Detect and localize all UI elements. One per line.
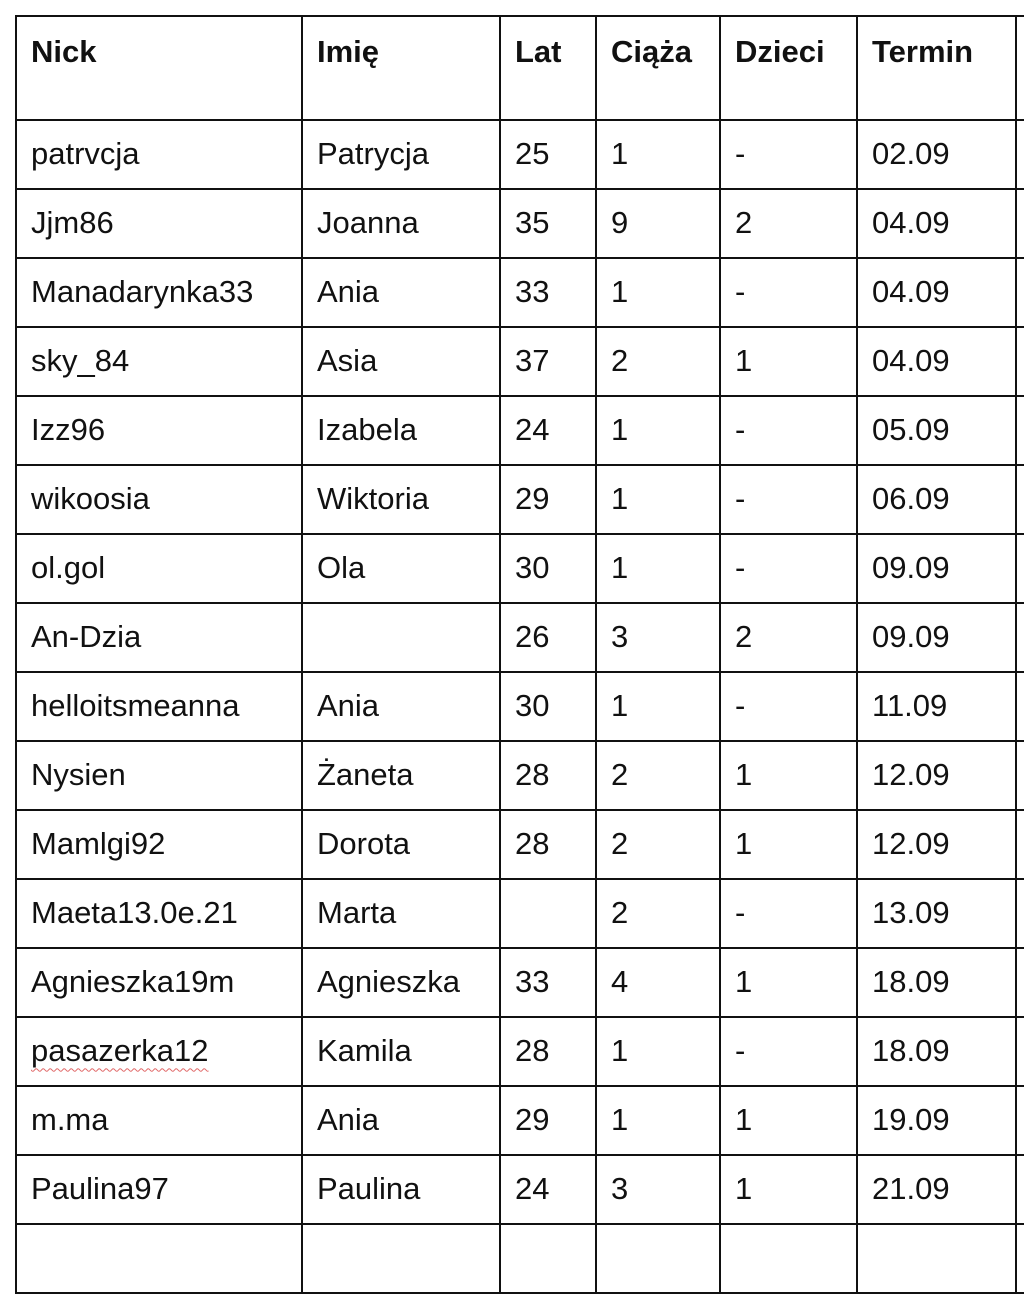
cell-termin[interactable]: 06.09 bbox=[857, 465, 1016, 534]
cell-imie[interactable]: Ola bbox=[302, 534, 500, 603]
cell-extra[interactable] bbox=[1016, 534, 1024, 603]
cell-extra[interactable] bbox=[1016, 1224, 1024, 1293]
cell-nick[interactable]: Jjm86 bbox=[16, 189, 302, 258]
cell-termin[interactable]: 05.09 bbox=[857, 396, 1016, 465]
cell-lat[interactable]: 35 bbox=[500, 189, 596, 258]
cell-nick[interactable]: Izz96 bbox=[16, 396, 302, 465]
header-lat[interactable]: Lat bbox=[500, 16, 596, 120]
cell-ciaza[interactable]: 2 bbox=[596, 741, 720, 810]
header-termin[interactable]: Termin bbox=[857, 16, 1016, 120]
cell-dzieci[interactable]: - bbox=[720, 465, 857, 534]
header-dzieci[interactable]: Dzieci bbox=[720, 16, 857, 120]
cell-dzieci[interactable]: - bbox=[720, 534, 857, 603]
table-row bbox=[16, 396, 1024, 465]
cell-termin[interactable]: 18.09 bbox=[857, 1017, 1016, 1086]
cell-ciaza[interactable]: 1 bbox=[596, 672, 720, 741]
cell-imie[interactable] bbox=[302, 1224, 500, 1293]
cell-dzieci[interactable]: - bbox=[720, 672, 857, 741]
table-row bbox=[16, 327, 1024, 396]
cell-nick[interactable]: Nysien bbox=[16, 741, 302, 810]
cell-ciaza[interactable]: 1 bbox=[596, 120, 720, 189]
cell-dzieci[interactable]: - bbox=[720, 1017, 857, 1086]
cell-extra[interactable] bbox=[1016, 465, 1024, 534]
cell-nick[interactable]: sky_84 bbox=[16, 327, 302, 396]
cell-extra[interactable] bbox=[1016, 879, 1024, 948]
cell-dzieci[interactable]: 1 bbox=[720, 1155, 857, 1224]
cell-extra[interactable] bbox=[1016, 603, 1024, 672]
cell-imie[interactable]: Izabela bbox=[302, 396, 500, 465]
table-row bbox=[16, 120, 1024, 189]
cell-imie[interactable]: Asia bbox=[302, 327, 500, 396]
cell-lat[interactable]: 24 bbox=[500, 1155, 596, 1224]
table-row bbox=[16, 534, 1024, 603]
cell-nick[interactable]: patrvcja bbox=[16, 120, 302, 189]
cell-ciaza[interactable]: 1 bbox=[596, 258, 720, 327]
cell-nick-text: pasazerka12 bbox=[31, 1033, 209, 1069]
cell-ciaza[interactable]: 9 bbox=[596, 189, 720, 258]
cell-lat[interactable]: 30 bbox=[500, 534, 596, 603]
cell-lat[interactable]: 33 bbox=[500, 258, 596, 327]
cell-termin[interactable]: 04.09 bbox=[857, 189, 1016, 258]
cell-imie[interactable]: Dorota bbox=[302, 810, 500, 879]
cell-imie[interactable]: Ania bbox=[302, 672, 500, 741]
cell-extra[interactable] bbox=[1016, 120, 1024, 189]
cell-lat[interactable]: 37 bbox=[500, 327, 596, 396]
cell-termin[interactable]: 09.09 bbox=[857, 534, 1016, 603]
cell-lat[interactable]: 29 bbox=[500, 1086, 596, 1155]
cell-imie[interactable] bbox=[302, 603, 500, 672]
table-row bbox=[16, 1224, 1024, 1293]
cell-extra[interactable] bbox=[1016, 1086, 1024, 1155]
cell-imie[interactable]: Patrycja bbox=[302, 120, 500, 189]
table-row bbox=[16, 189, 1024, 258]
cell-lat[interactable] bbox=[500, 879, 596, 948]
cell-imie[interactable]: Marta bbox=[302, 879, 500, 948]
table-row bbox=[16, 1155, 1024, 1224]
cell-extra[interactable] bbox=[1016, 948, 1024, 1017]
cell-nick[interactable]: Mamlgi92 bbox=[16, 810, 302, 879]
table-row bbox=[16, 672, 1024, 741]
cell-nick[interactable]: Paulina97 bbox=[16, 1155, 302, 1224]
cell-nick[interactable]: Agnieszka19m bbox=[16, 948, 302, 1017]
header-imie[interactable]: Imię bbox=[302, 16, 500, 120]
cell-dzieci[interactable]: 1 bbox=[720, 1086, 857, 1155]
cell-termin[interactable]: 12.09 bbox=[857, 810, 1016, 879]
cell-lat[interactable]: 28 bbox=[500, 1017, 596, 1086]
cell-dzieci[interactable]: 1 bbox=[720, 741, 857, 810]
cell-extra[interactable] bbox=[1016, 327, 1024, 396]
cell-imie[interactable]: Joanna bbox=[302, 189, 500, 258]
cell-dzieci[interactable]: - bbox=[720, 120, 857, 189]
cell-extra[interactable] bbox=[1016, 1155, 1024, 1224]
cell-imie[interactable]: Żaneta bbox=[302, 741, 500, 810]
cell-nick[interactable]: wikoosia bbox=[16, 465, 302, 534]
table-row bbox=[16, 603, 1024, 672]
cell-ciaza[interactable]: 2 bbox=[596, 327, 720, 396]
cell-lat[interactable]: 25 bbox=[500, 120, 596, 189]
cell-nick[interactable] bbox=[16, 1224, 302, 1293]
cell-termin[interactable]: 13.09 bbox=[857, 879, 1016, 948]
cell-dzieci[interactable]: - bbox=[720, 396, 857, 465]
cell-dzieci[interactable]: - bbox=[720, 879, 857, 948]
table-row bbox=[16, 1086, 1024, 1155]
table-row bbox=[16, 258, 1024, 327]
cell-dzieci[interactable]: 1 bbox=[720, 810, 857, 879]
cell-termin[interactable]: 18.09 bbox=[857, 948, 1016, 1017]
cell-ciaza[interactable]: 1 bbox=[596, 1017, 720, 1086]
cell-lat[interactable]: 29 bbox=[500, 465, 596, 534]
cell-nick[interactable]: An-Dzia bbox=[16, 603, 302, 672]
cell-dzieci[interactable]: 1 bbox=[720, 327, 857, 396]
cell-extra[interactable] bbox=[1016, 258, 1024, 327]
cell-ciaza[interactable]: 2 bbox=[596, 810, 720, 879]
cell-nick[interactable]: m.ma bbox=[16, 1086, 302, 1155]
cell-dzieci[interactable]: 2 bbox=[720, 603, 857, 672]
cell-ciaza[interactable]: 4 bbox=[596, 948, 720, 1017]
cell-termin[interactable]: 02.09 bbox=[857, 120, 1016, 189]
cell-extra[interactable] bbox=[1016, 396, 1024, 465]
cell-nick[interactable]: Maeta13.0e.21 bbox=[16, 879, 302, 948]
cell-ciaza[interactable]: 3 bbox=[596, 1155, 720, 1224]
cell-extra[interactable] bbox=[1016, 810, 1024, 879]
cell-dzieci[interactable] bbox=[720, 1224, 857, 1293]
cell-nick[interactable]: ol.gol bbox=[16, 534, 302, 603]
cell-termin[interactable]: 09.09 bbox=[857, 603, 1016, 672]
cell-lat[interactable] bbox=[500, 1224, 596, 1293]
cell-termin[interactable]: 19.09 bbox=[857, 1086, 1016, 1155]
cell-extra[interactable] bbox=[1016, 1017, 1024, 1086]
table-row bbox=[16, 465, 1024, 534]
cell-ciaza[interactable]: 2 bbox=[596, 879, 720, 948]
table-row bbox=[16, 879, 1024, 948]
table-row bbox=[16, 810, 1024, 879]
cell-nick[interactable]: helloitsmeanna bbox=[16, 672, 302, 741]
cell-ciaza[interactable]: 1 bbox=[596, 465, 720, 534]
cell-lat[interactable]: 28 bbox=[500, 810, 596, 879]
cell-dzieci[interactable]: 1 bbox=[720, 948, 857, 1017]
cell-imie[interactable]: Ania bbox=[302, 1086, 500, 1155]
cell-termin[interactable]: 04.09 bbox=[857, 258, 1016, 327]
cell-imie[interactable]: Kamila bbox=[302, 1017, 500, 1086]
cell-lat[interactable]: 26 bbox=[500, 603, 596, 672]
cell-ciaza[interactable]: 1 bbox=[596, 1086, 720, 1155]
cell-lat[interactable]: 28 bbox=[500, 741, 596, 810]
table-row bbox=[16, 741, 1024, 810]
cell-imie[interactable]: Ania bbox=[302, 258, 500, 327]
cell-dzieci[interactable]: - bbox=[720, 258, 857, 327]
table-body bbox=[16, 120, 1024, 1293]
cell-ciaza[interactable]: 1 bbox=[596, 534, 720, 603]
cell-imie[interactable]: Wiktoria bbox=[302, 465, 500, 534]
cell-termin[interactable]: 21.09 bbox=[857, 1155, 1016, 1224]
cell-termin[interactable] bbox=[857, 1224, 1016, 1293]
cell-termin[interactable]: 12.09 bbox=[857, 741, 1016, 810]
cell-lat[interactable]: 24 bbox=[500, 396, 596, 465]
cell-lat[interactable]: 30 bbox=[500, 672, 596, 741]
table-row bbox=[16, 1017, 1024, 1086]
cell-ciaza[interactable] bbox=[596, 1224, 720, 1293]
cell-extra[interactable] bbox=[1016, 741, 1024, 810]
cell-imie[interactable]: Paulina bbox=[302, 1155, 500, 1224]
cell-nick[interactable]: Manadarynka33 bbox=[16, 258, 302, 327]
table-row bbox=[16, 948, 1024, 1017]
cell-termin[interactable]: 11.09 bbox=[857, 672, 1016, 741]
cell-dzieci[interactable]: 2 bbox=[720, 189, 857, 258]
header-ciaza[interactable]: Ciąża bbox=[596, 16, 720, 120]
cell-extra[interactable] bbox=[1016, 189, 1024, 258]
cell-termin[interactable]: 04.09 bbox=[857, 327, 1016, 396]
header-nick[interactable]: Nick bbox=[16, 16, 302, 120]
cell-lat[interactable]: 33 bbox=[500, 948, 596, 1017]
data-table bbox=[15, 15, 1024, 1294]
cell-imie[interactable]: Agnieszka bbox=[302, 948, 500, 1017]
cell-extra[interactable] bbox=[1016, 672, 1024, 741]
cell-ciaza[interactable]: 3 bbox=[596, 603, 720, 672]
cell-nick[interactable] bbox=[16, 1017, 302, 1086]
cell-ciaza[interactable]: 1 bbox=[596, 396, 720, 465]
header-row bbox=[16, 16, 1024, 120]
header-extra[interactable] bbox=[1016, 16, 1024, 120]
